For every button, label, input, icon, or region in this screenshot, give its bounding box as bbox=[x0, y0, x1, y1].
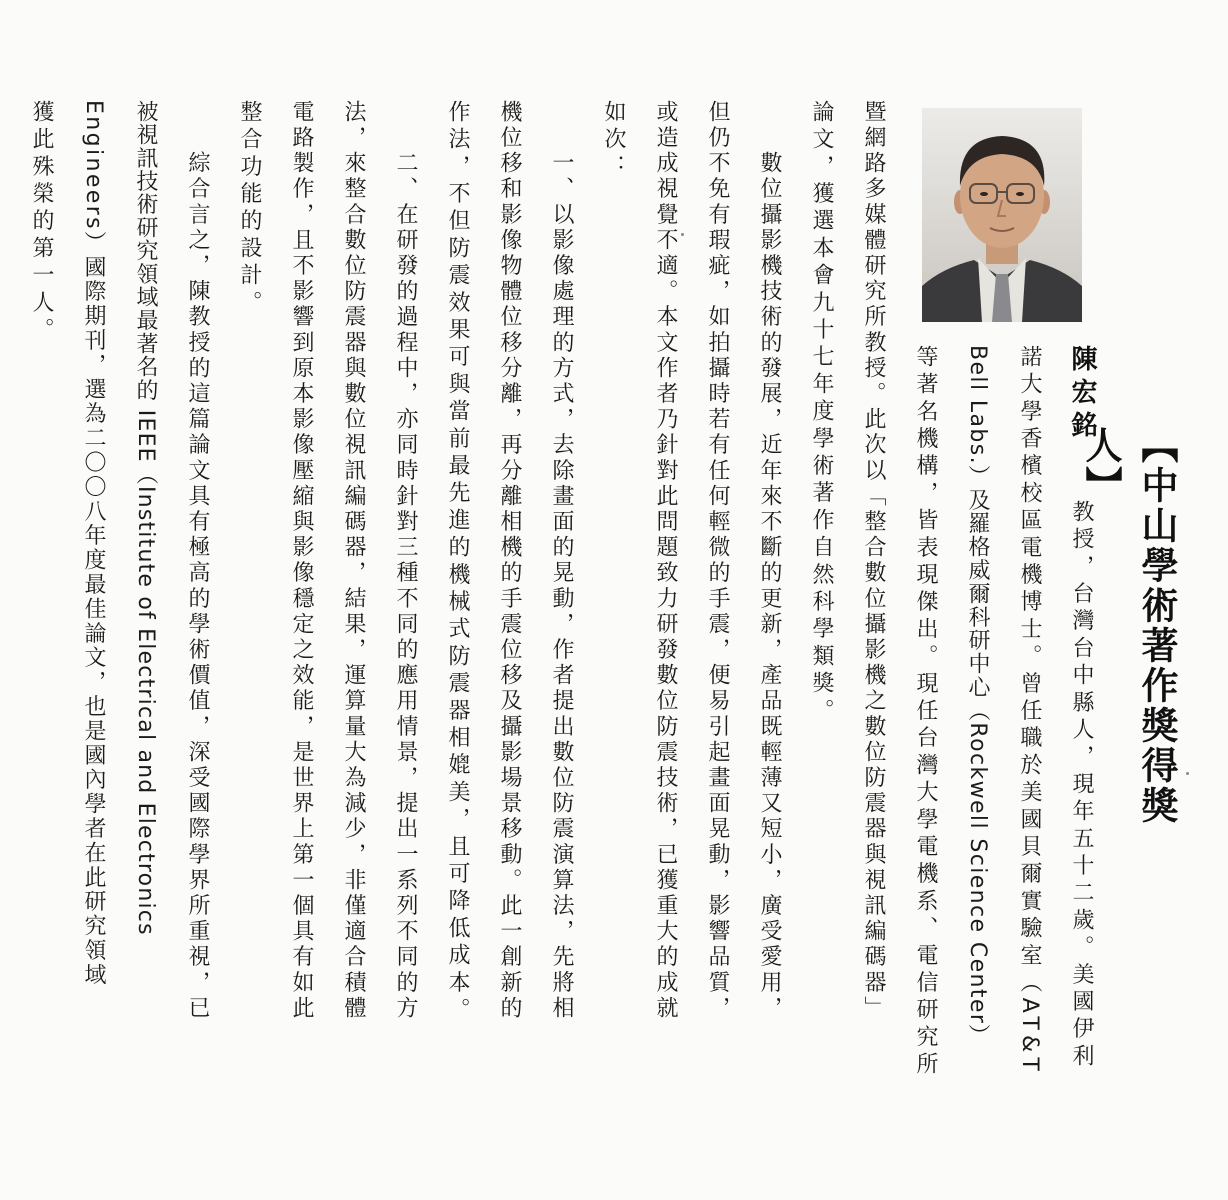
body-column: 但仍不免有瑕疵，如拍攝時若有任何輕微的手震，便易引起畫面晃動，影響品質， bbox=[705, 100, 730, 1022]
body-column: 或造成視覺不適。本文作者乃針對此問題致力研發數位防震技術，已獲重大的成就 bbox=[653, 100, 678, 1022]
body-column: 綜合言之，陳教授的這篇論文具有極高的學術價值，深受國際學界所重視，已 bbox=[185, 100, 210, 1022]
body-column: 一、以影像處理的方式，去除畫面的晃動，作者提出數位防震演算法，先將相 bbox=[549, 100, 574, 1022]
scan-speck bbox=[681, 233, 684, 236]
body-column: 法，來整合數位防震器與數位視訊編碼器，結果，運算量大為減少，非僅適合積體 bbox=[341, 100, 366, 1022]
body-column: 二、在研發的過程中，亦同時針對三種不同的應用情景，提出一系列不同的方 bbox=[393, 100, 418, 1022]
page-title: 【中山學術著作獎得獎人】 bbox=[1079, 426, 1178, 826]
awardee-name: 陳宏銘 bbox=[1067, 345, 1097, 444]
body-column: 論文，獲選本會九十七年度學術著作自然科學類獎。 bbox=[809, 100, 834, 726]
body-column: 如次： bbox=[601, 100, 626, 182]
body-column: 獲此殊榮的第一人。 bbox=[29, 100, 54, 345]
body-column: 教授，台灣台中縣人，現年五十二歲。美國伊利 bbox=[1069, 500, 1094, 1072]
body-column: 數位攝影機技術的發展，近年來不斷的更新，產品既輕薄又短小，廣受愛用， bbox=[757, 100, 782, 1022]
body-column: 整合功能的設計。 bbox=[237, 100, 262, 318]
scan-speck bbox=[1186, 772, 1189, 775]
body-column: 等著名機構，皆表現傑出。現任台灣大學電機系、電信研究所 bbox=[913, 345, 938, 1080]
body-column: 作法，不但防震效果可與當前最先進的機械式防震器相媲美，且可降低成本。 bbox=[445, 100, 470, 1025]
body-column: Bell Labs.）及羅格威爾科研中心（Rockwell Science Center） bbox=[965, 345, 990, 1048]
body-column: 電路製作，且不影響到原本影像壓縮與影像穩定之效能，是世界上第一個具有如此 bbox=[289, 100, 314, 1022]
body-column: 暨網路多媒體研究所教授。此次以「整合數位攝影機之數位防震器與視訊編碼器」 bbox=[861, 100, 886, 1022]
body-column: 諾大學香檳校區電機博士。曾任職於美國貝爾實驗室（AT&T bbox=[1017, 345, 1042, 1076]
body-column: Engineers）國際期刊，選為二〇〇八年度最佳論文，也是國內學者在此研究領域 bbox=[81, 100, 106, 988]
portrait-photo bbox=[922, 108, 1082, 322]
body-column: 機位移和影像物體位移分離，再分離相機的手震位移及攝影場景移動。此一創新的 bbox=[497, 100, 522, 1022]
body-column: 被視訊技術研究領域最著名的 IEEE（Institute of Electrical and Electronics bbox=[133, 100, 158, 936]
